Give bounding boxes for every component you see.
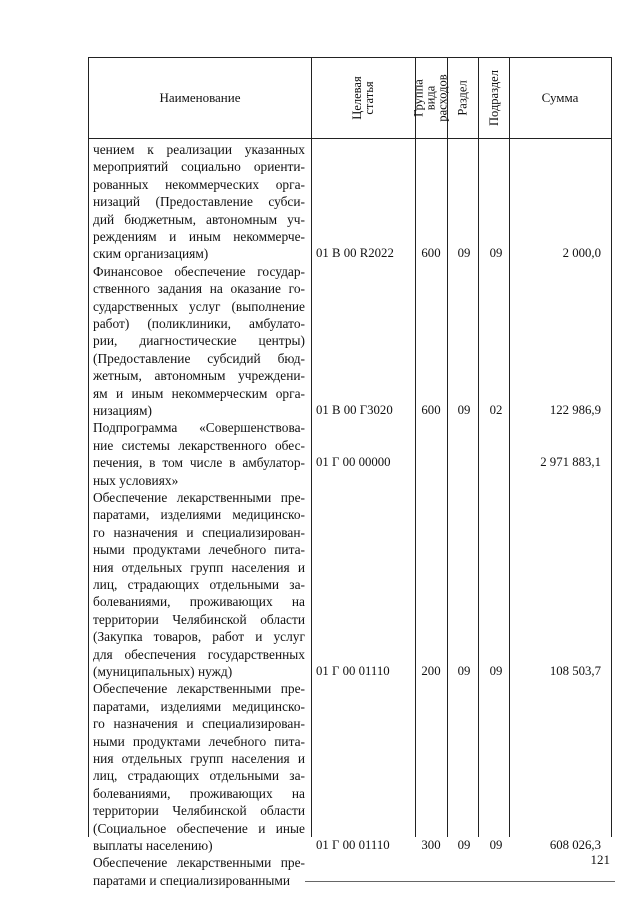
row-name-line: ными продуктами лечебного пита- [93,542,305,558]
row-name-line: го назначения и специализирован- [93,716,305,732]
row-name-line: выплаты населению) [93,838,213,854]
row-sum: 2 971 883,1 [540,455,601,470]
row-podrazdel: 02 [489,403,503,417]
row-podrazdel: 09 [489,838,503,852]
row-name-line: работ) (поликлиники, амбулато- [93,316,305,332]
header-razdel [447,58,478,138]
row-name-line: ям и иным некоммерческим орга- [93,385,305,401]
row-name-line: дий бюджетным, автономным уч- [93,211,305,227]
header-razdel-label: Раздел [455,80,470,116]
row-group: 600 [421,403,441,417]
row-name-line: рованных некоммерческих орга- [93,176,305,192]
header-sum [509,58,611,138]
row-group: 300 [421,838,441,852]
row-name-line: рии, диагностические центры) [93,333,305,349]
header-group-label: Группа вида расходов [412,74,451,122]
col-divider [509,58,510,837]
row-name [93,419,305,489]
row-name-line: (муниципальных) нужд) [93,664,233,680]
row-name-line: низациям) [93,403,152,419]
header-target-label: Целевая статья [350,76,376,120]
row-name-line: реждениям и иным некоммерче- [93,229,305,245]
row-target-code: 01 Г 00 01110 [316,838,390,852]
row-name-line: мероприятий социально ориенти- [93,159,305,175]
row-target-code: 01 Г 00 01110 [316,664,390,678]
row-name-line: паратами, изделиями медицинско- [93,698,305,714]
row-name-line: территории Челябинской области [93,803,305,819]
row-target-code: 01 В 00 Г3020 [316,403,393,417]
row-name-line: лиц, страдающих отдельными за- [93,768,305,784]
row-group: 600 [421,246,441,261]
row-name-line: чением к реализации указанных [93,142,305,157]
row-name-line: (Социальное обеспечение и иные [93,820,305,836]
row-razdel: 09 [457,403,471,417]
row-group: 200 [421,664,441,678]
row-name-line: (Предоставление субсидий бюд- [93,350,305,366]
row-name-line: для обеспечения государственных [93,646,305,662]
row-name [93,854,305,889]
row-name-line: ных условиях» [93,472,179,488]
row-name-line: лиц, страдающих отдельными за- [93,577,305,593]
page-number: 121 [590,852,610,867]
row-name-line: ственного задания на оказание го- [93,281,305,297]
header-divider [89,138,611,139]
header-podrazdel-label: Подраздел [486,70,501,126]
row-name-line: Обеспечение лекарственными пре- [93,855,305,871]
row-name-line: сударственных услуг (выполнение [93,298,305,314]
header-target [311,58,415,138]
row-name [93,489,305,680]
col-divider [478,58,479,837]
row-sum: 108 503,7 [549,664,601,678]
row-target-code: 01 В 00 R2022 [316,246,394,261]
row-name-line: го назначения и специализирован- [93,524,305,540]
footer-rule [305,881,615,882]
row-name-line: ния отдельных групп населения и [93,751,305,767]
header-group [412,58,451,138]
row-name-line: Обеспечение лекарственными пре- [93,490,305,505]
row-name-line: (Закупка товаров, работ и услуг [93,629,305,645]
row-name-line: низаций (Предоставление субси- [93,194,305,210]
row-name-line: ским организациям) [93,246,209,262]
row-name-line: Финансовое обеспечение государ- [93,263,305,279]
row-razdel: 09 [457,664,471,678]
row-name-line: Обеспечение лекарственными пре- [93,681,305,697]
row-podrazdel: 09 [489,664,503,678]
row-name-line: Подпрограмма «Совершенствова- [93,420,305,436]
col-divider [415,58,416,837]
col-divider [311,58,312,837]
row-sum: 2 000,0 [562,246,601,261]
row-name-line: территории Челябинской области [93,611,305,627]
row-sum: 122 986,9 [549,403,601,417]
row-sum: 608 026,3 [549,838,601,852]
col-divider [447,58,448,837]
row-name-line: ния отдельных групп населения и [93,559,305,575]
row-name-line: печения, в том числе в амбулатор- [93,455,305,471]
row-name-line: жетным, автономным учреждени- [93,368,305,384]
row-razdel: 09 [457,246,471,261]
row-razdel: 09 [457,838,471,852]
row-name-line: ние системы лекарственного обес- [93,437,305,453]
row-name [93,263,305,420]
row-podrazdel: 09 [489,246,503,261]
header-name-label: Наименование [159,90,241,105]
header-podrazdel [478,58,509,138]
row-name-line: паратами, изделиями медицинско- [93,507,305,523]
row-target-code: 01 Г 00 00000 [316,455,391,470]
row-name-line: болеваниями, проживающих на [93,594,305,610]
row-name-line: ными продуктами лечебного пита- [93,733,305,749]
row-name [93,680,305,854]
row-name [93,141,305,263]
row-name-line: паратами и специализированными [93,872,291,888]
header-name [89,58,311,138]
row-name-line: болеваниями, проживающих на [93,785,305,801]
header-sum-label: Сумма [541,90,579,105]
